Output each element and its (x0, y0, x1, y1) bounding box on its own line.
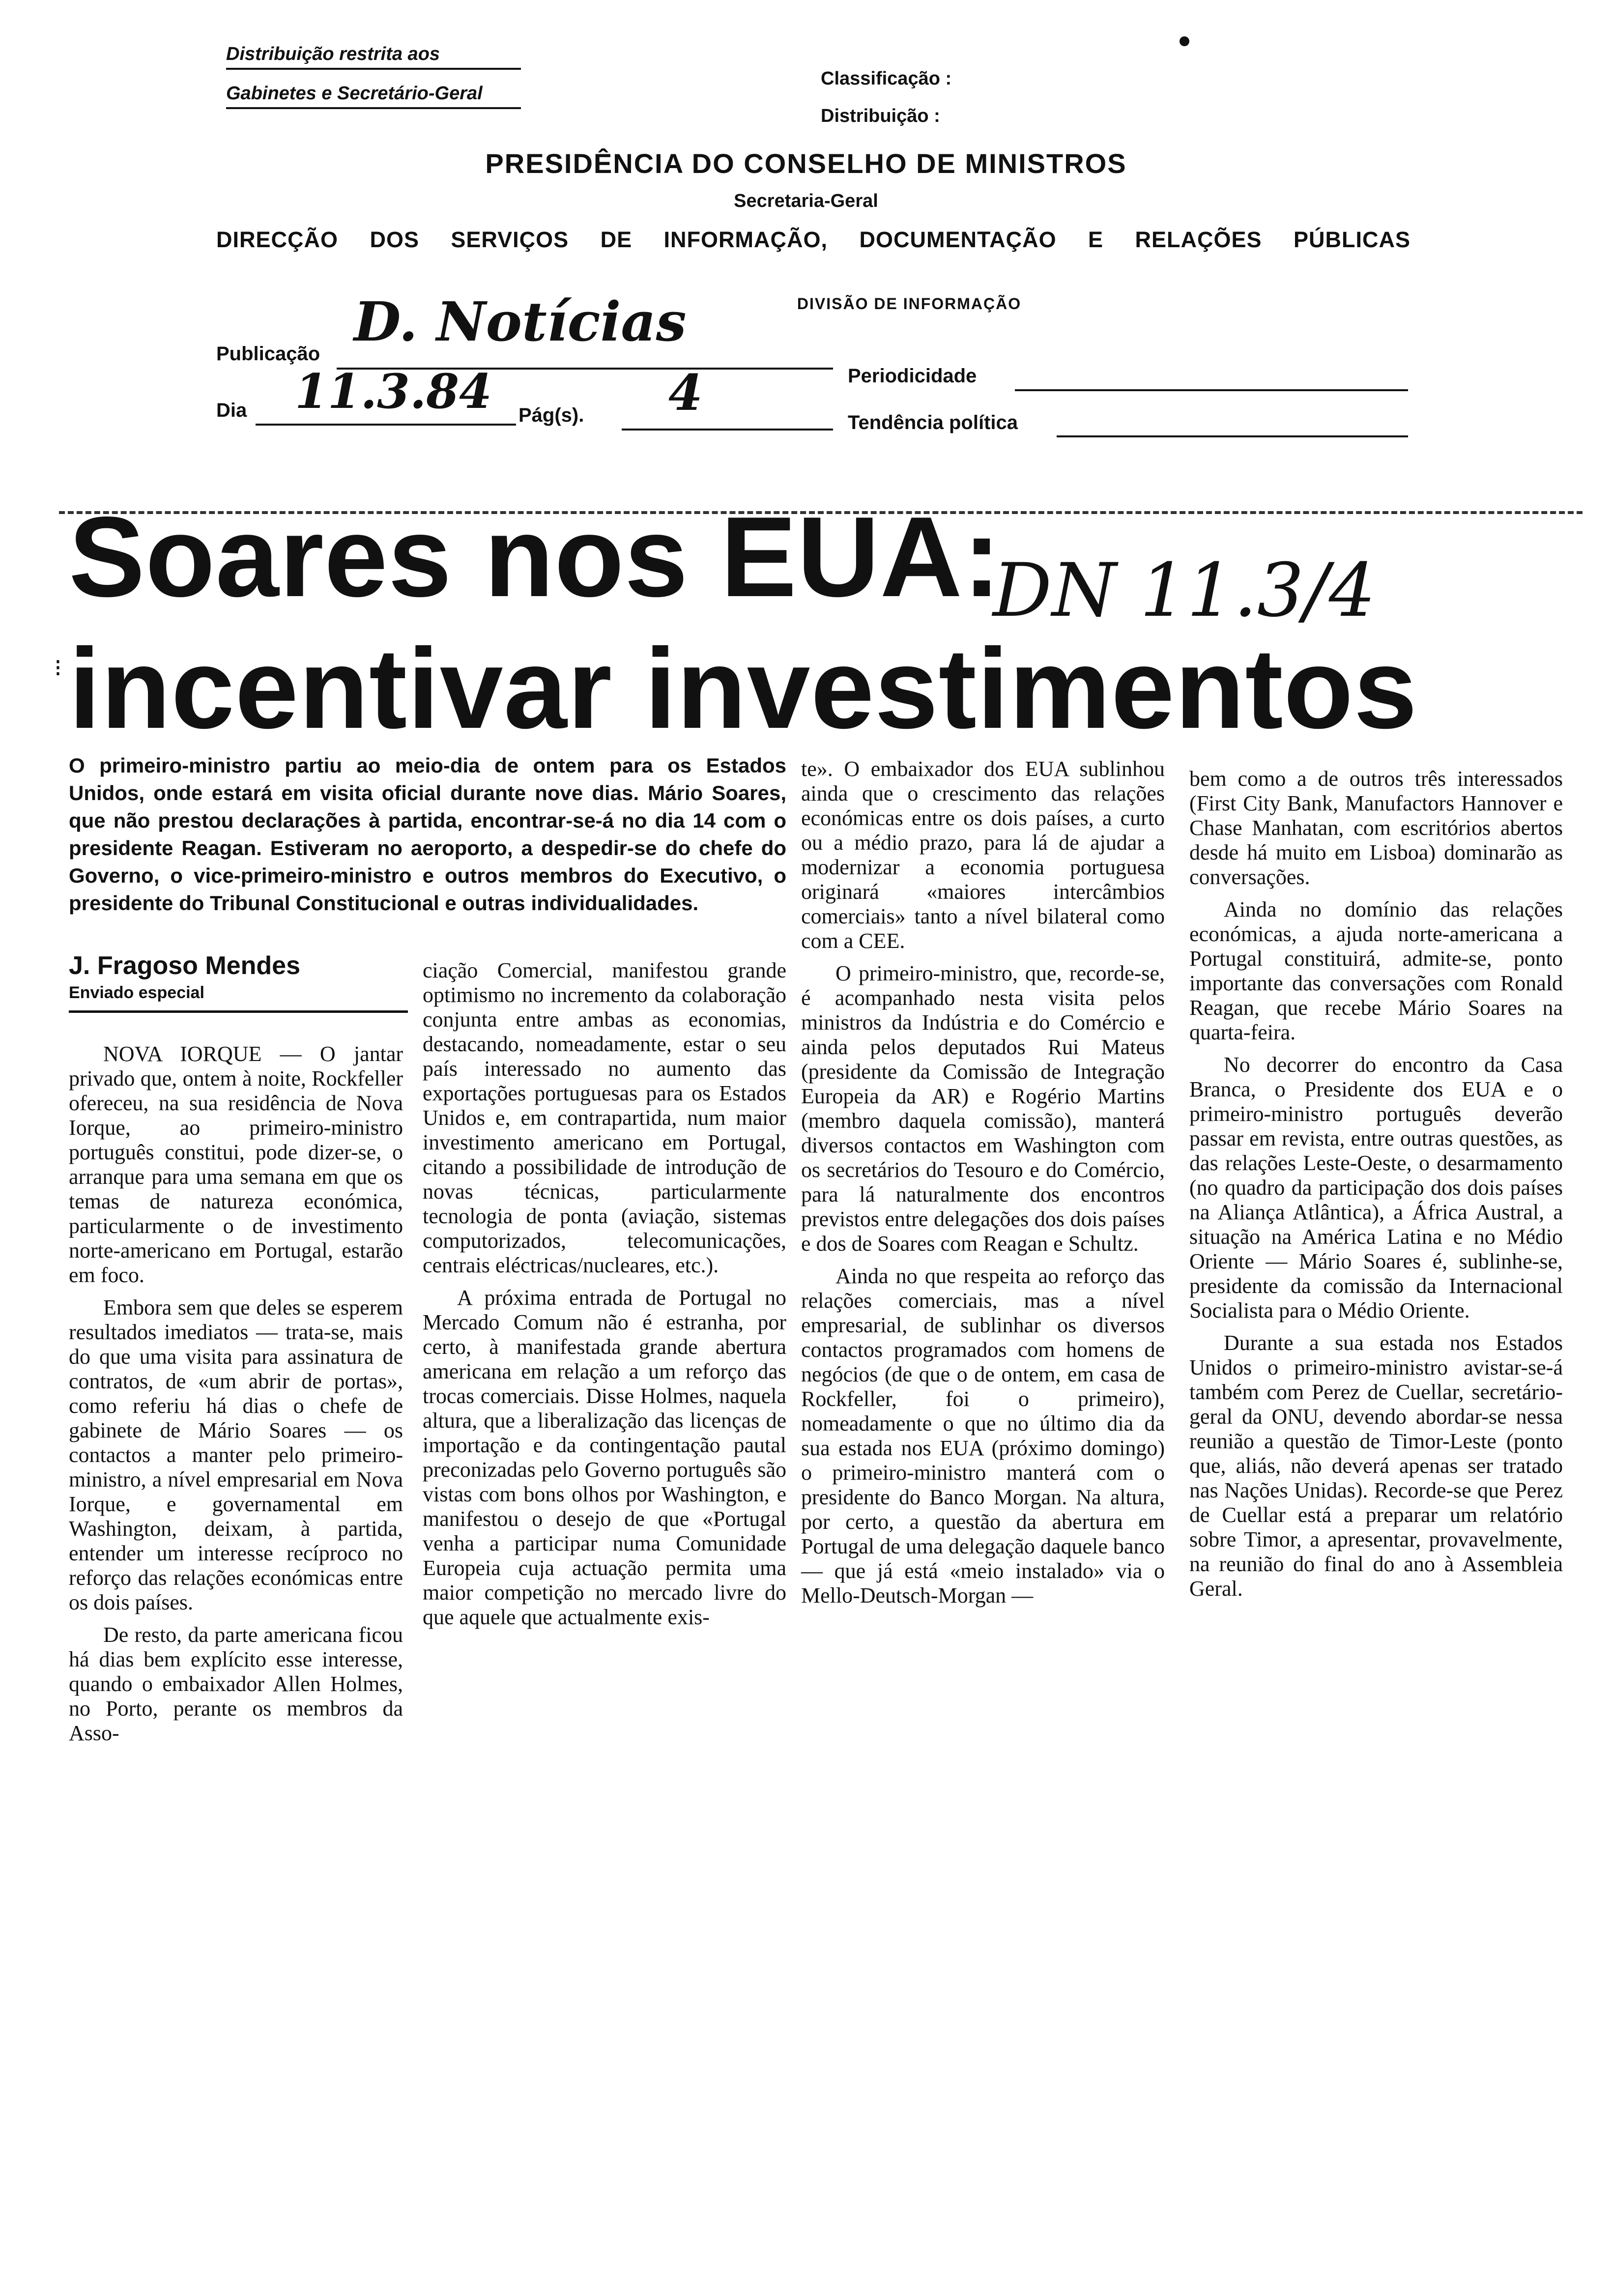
article-column-3 (801, 757, 1165, 1608)
article-column-4 (1189, 767, 1563, 1601)
org-subtitle: Secretaria-Geral (734, 191, 878, 211)
paragraph: Embora sem que deles se esperem resultados imediatos — trata-se, mais do que uma visita para assinatura de contratos, de «um abrir de portas», como referiu há dias o chefe de gabinete de Mário Soares — os contactos a manter pelo primeiro-ministro, a nível empresarial em Nova Iorque, e governamental em Washington, deixam, à partida, entender um interesse recíproco no reforço das relações económicas entre os dois países. (69, 1295, 403, 1614)
paragraph: NOVA IORQUE — O jantar privado que, ontem à noite, Rockfeller ofereceu, na sua residência de Nova Iorque, ao primeiro-ministro português constitui, pode dizer-se, o arranque para uma semana em que os temas de natureza económica, particularmente o de investimento norte-americano em Portugal, estarão em foco. (69, 1042, 403, 1287)
ink-dot (1180, 36, 1189, 46)
byline (69, 949, 408, 1013)
dir-word: DOS (370, 227, 419, 252)
dia-label: Dia (216, 400, 247, 421)
paragraph: A próxima entrada de Portugal no Mercado Comum não é estranha, por certo, à manifestada grande abertura americana em relação a um reforço das trocas comerciais. Disse Holmes, naquela altura, que a liberalização das licenças de importação e da contingentação pautal preconizadas pelo Governo português são vistas com bons olhos por Washington, e manifestou o desejo de que «Portugal venha a participar numa Comunidade Europeia cuja actuação permita uma maior competição no mercado livre do que aquele que actualmente exis- (423, 1286, 786, 1629)
byline-role: Enviado especial (69, 983, 204, 1002)
periodicidade-line (1015, 366, 1408, 391)
distribution-notice (226, 43, 521, 122)
distribution-line-2: Gabinetes e Secretário-Geral (226, 83, 521, 109)
paragraph: ciação Comercial, manifestou grande optimismo no incremento da colaboração conjunta entre ambas as economias, destacando, nomeadamente, estar o seu país interessado no aumento das exportações portuguesas para os Estados Unidos e, em contrapartida, num maior investimento americano em Portugal, citando a possibilidade de introdução de novas técnicas, particularmente tecnologia de ponta (aviação, sistemas computorizados, telecomunicações, centrais eléctricas/nucleares, etc.). (423, 958, 786, 1277)
classification-block (821, 55, 951, 140)
dir-word: DIRECÇÃO (216, 227, 339, 252)
pags-line (622, 405, 833, 430)
periodicidade-label: Periodicidade (848, 365, 977, 387)
headline-line-1: Soares nos EUA: (69, 493, 1002, 621)
org-title: PRESIDÊNCIA DO CONSELHO DE MINISTROS (485, 148, 1127, 179)
dir-word: INFORMAÇÃO, (663, 227, 828, 252)
paragraph: te». O embaixador dos EUA sublinhou ainda que o crescimento das relações económicas entre os dois países, a curto ou a médio prazo, para lá de ajudar a modernizar a economia portuguesa originará «maiores intercâmbios comerciais» tanto a nível bilateral como com a CEE. (801, 757, 1165, 953)
tendencia-line (1057, 412, 1408, 437)
distribution-line-1: Distribuição restrita aos (226, 43, 521, 70)
headline-line-2: incentivar investimentos (69, 625, 1418, 752)
dir-word: DE (600, 227, 633, 252)
paragraph: Ainda no domínio das relações económicas, a ajuda norte-americana a Portugal constituirá, admite-se, ponto importante das conversações com Ronald Reagan, que recebe Mário Soares na quarta-feira. (1189, 897, 1563, 1044)
pags-label: Pág(s). (518, 404, 584, 426)
paragraph: No decorrer do encontro da Casa Branca, o Presidente dos EUA e o primeiro-ministro português deverão passar em revista, entre outras questões, as das relações Leste-Oeste, o desarmamento (no quadro da participação dos dois países na Aliança Atlântica), a África Austral, a situação na América Latina e no Médio Oriente — Mário Soares é, sublinhe-se, presidente da comissão da Internacional Socialista para o Médio Oriente. (1189, 1053, 1563, 1322)
byline-author: J. Fragoso Mendes (69, 951, 300, 980)
classificacao-label: Classificação : (821, 68, 952, 89)
paragraph: Ainda no que respeita ao reforço das relações comerciais, mas a nível empresarial, de sublinhar os diversos contactos programados com homens de negócios (de que o de ontem, em casa de Rockfeller, foi o primeiro), nomeadamente o que no último dia da sua estada nos EUA (próximo domingo) o primeiro-ministro manterá com o presidente do Banco Morgan. Na altura, por certo, a questão da abertura em Portugal de uma delegação daquele banco — que já está «meio instalado» via o Mello-Deutsch-Morgan — (801, 1264, 1165, 1607)
article-column-2 (423, 958, 786, 1630)
dia-handwritten: 11.3.84 (295, 364, 492, 419)
article-column-1 (69, 1042, 403, 1746)
distribuicao-label: Distribuição : (821, 106, 940, 126)
dir-word: E (1088, 227, 1104, 252)
handwritten-date-stamp: DN 11.3/4 (993, 548, 1376, 633)
dir-word: RELAÇÕES (1135, 227, 1262, 252)
dir-word: SERVIÇOS (451, 227, 569, 252)
pags-handwritten: 4 (668, 364, 703, 422)
clipping-edge-marks: ⁝ (54, 654, 62, 682)
directorate-line (216, 227, 1410, 253)
dir-word: DOCUMENTAÇÃO (859, 227, 1057, 252)
division-label: DIVISÃO DE INFORMAÇÃO (797, 295, 1022, 313)
paragraph: De resto, da parte americana ficou há dias bem explícito esse interesse, quando o embaixador Allen Holmes, no Porto, perante os membros da Asso- (69, 1623, 403, 1745)
publicacao-label: Publicação (216, 343, 320, 365)
dir-word: PÚBLICAS (1293, 227, 1410, 252)
paragraph: bem como a de outros três interessados (First City Bank, Manufactors Hannover e Chase Manhatan, com escritórios abertos desde há muito em Lisboa) dominarão as conversações. (1189, 767, 1563, 889)
publicacao-handwritten: D. Notícias (354, 290, 687, 353)
paragraph: Durante a sua estada nos Estados Unidos o primeiro-ministro avistar-se-á também com Perez de Cuellar, secretário-geral da ONU, devendo abordar-se nessa reunião a questão de Timor-Leste (ponto que, aliás, não deverá apenas ser tratado nas Nações Unidas). Recorde-se que Perez de Cuellar está a preparar um relatório sobre Timor, a apresentar, provavelmente, na reunião do final do ano à Assembleia Geral. (1189, 1331, 1563, 1601)
tendencia-label: Tendência política (848, 412, 1018, 433)
article-lead: O primeiro-ministro partiu ao meio-dia de ontem para os Estados Unidos, onde estará em visita oficial durante nove dias. Mário Soares, que não prestou declarações à partida, encontrar-se-á no dia 14 com o presidente Reagan. Estiveram no aeroporto, a despedir-se do chefe do Governo, o vice-primeiro-ministro e outros membros do Executivo, o presidente do Tribunal Constitucional e outras individualidades. (69, 754, 786, 915)
paragraph: O primeiro-ministro, que, recorde-se, é acompanhado nesta visita pelos ministros da Indústria e do Comércio e ainda pelos deputados Rui Mateus (presidente da Comissão de Integração Europeia da AR) e Rogério Martins (membro daquela comissão), manterá diversos contactos em Washington com os secretários do Tesouro e do Comércio, para lá naturalmente dos encontros previstos entre delegações dos dois países e dos de Soares com Reagan e Schultz. (801, 961, 1165, 1256)
